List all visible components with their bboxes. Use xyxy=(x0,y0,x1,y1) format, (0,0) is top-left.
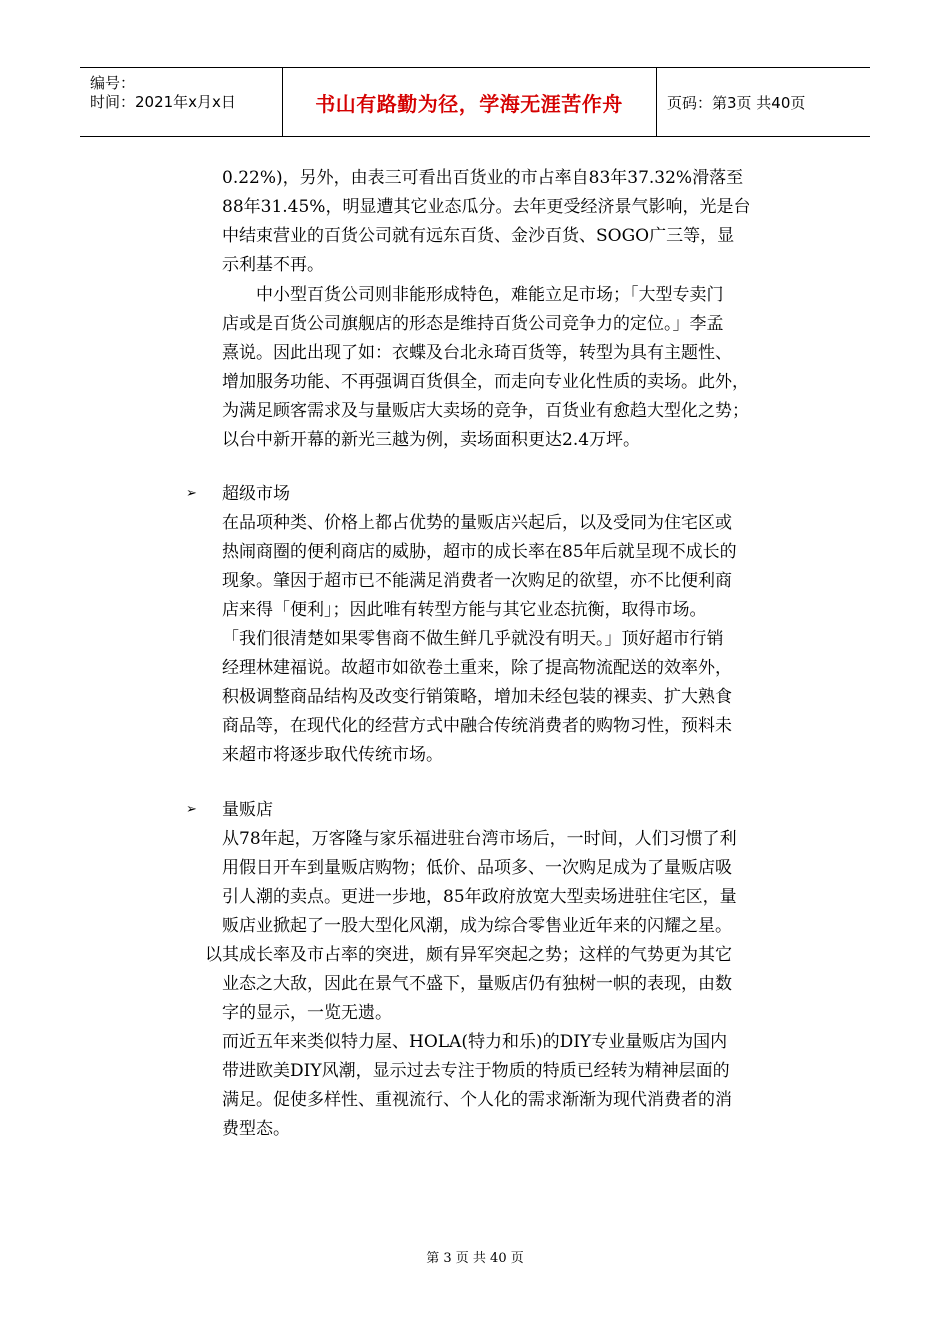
paragraph-line: 热闹商圈的便利商店的威胁，超市的成长率在85年后就呈现不成长的 xyxy=(222,542,737,562)
paragraph-line: 中小型百货公司则非能形成特色，难能立足市场；「大型专卖门 xyxy=(256,285,724,305)
paragraph-line: 积极调整商品结构及改变行销策略，增加未经包装的裸卖、扩大熟食 xyxy=(222,687,732,707)
paragraph-line: 店或是百货公司旗舰店的形态是维持百货公司竞争力的定位。」李孟 xyxy=(222,314,724,334)
header-page-cell xyxy=(657,68,870,136)
paragraph-line: 在品项种类、价格上都占优势的量贩店兴起后，以及受同为住宅区或 xyxy=(222,513,732,533)
page-info: 页码：第3页 共40页 xyxy=(667,93,806,112)
page-footer: 第 3 页 共 40 页 xyxy=(426,1251,524,1266)
paragraph-line: 带进欧美DIY风潮，显示过去专注于物质的特质已经转为精神层面的 xyxy=(222,1061,730,1081)
paragraph-line: 而近五年来类似特力屋、HOLA(特力和乐)的DIY专业量贩店为国内 xyxy=(222,1032,728,1052)
header-meta-cell xyxy=(80,68,283,136)
document-header xyxy=(80,67,870,137)
paragraph-line: 从78年起，万客隆与家乐福进驻台湾市场后，一时间，人们习惯了利 xyxy=(222,829,737,849)
arrow-bullet-icon: ➢ xyxy=(186,802,197,817)
paragraph-line: 字的显示，一览无遗。 xyxy=(222,1003,392,1023)
paragraph-line: 「我们很清楚如果零售商不做生鲜几乎就没有明天。」顶好超市行销 xyxy=(222,629,724,649)
paragraph-line: 引人潮的卖点。更进一步地，85年政府放宽大型卖场进驻住宅区，量 xyxy=(222,887,737,907)
paragraph-line: 满足。促使多样性、重视流行、个人化的需求渐渐为现代消费者的消 xyxy=(222,1090,732,1110)
paragraph-line: 增加服务功能、不再强调百货俱全，而走向专业化性质的卖场。此外， xyxy=(222,372,749,392)
paragraph-line: 88年31.45%，明显遭其它业态瓜分。去年更受经济景气影响，光是台 xyxy=(222,197,751,217)
paragraph-line: 店来得「便利」；因此唯有转型方能与其它业态抗衡，取得市场。 xyxy=(222,600,707,620)
paragraph-line: 经理林建福说。故超市如欲卷土重来，除了提高物流配送的效率外， xyxy=(222,658,732,678)
paragraph-line: 以台中新开幕的新光三越为例，卖场面积更达2.4万坪。 xyxy=(222,430,641,450)
section-title-hypermarket: 量贩店 xyxy=(222,800,273,820)
paragraph-line: 以其成长率及市占率的突进，颇有异军突起之势；这样的气势更为其它 xyxy=(205,945,732,965)
paragraph-line: 示利基不再。 xyxy=(222,255,324,275)
paragraph-line: 来超市将逐步取代传统市场。 xyxy=(222,745,443,765)
paragraph-line: 用假日开车到量贩店购物；低价、品项多、一次购足成为了量贩店吸 xyxy=(222,858,732,878)
paragraph-line: 0.22%)，另外，由表三可看出百货业的市占率自83年37.32%滑落至 xyxy=(222,168,744,188)
paragraph-line: 中结束营业的百货公司就有远东百货、金沙百货、SOGO广三等，显 xyxy=(222,226,735,246)
date-label: 时间：2021年x月x日 xyxy=(90,93,236,111)
paragraph-line: 为满足顾客需求及与量贩店大卖场的竞争，百货业有愈趋大型化之势； xyxy=(222,401,749,421)
number-label: 编号： xyxy=(90,74,136,92)
paragraph-line: 业态之大敌，因此在景气不盛下，量贩店仍有独树一帜的表现，由数 xyxy=(222,974,732,994)
motto-text: 书山有路勤为径，学海无涯苦作舟 xyxy=(315,91,623,116)
header-motto-cell xyxy=(282,68,657,136)
paragraph-line: 费型态。 xyxy=(222,1119,290,1139)
paragraph-line: 贩店业掀起了一股大型化风潮，成为综合零售业近年来的闪耀之星。 xyxy=(222,916,732,936)
section-title-supermarket: 超级市场 xyxy=(222,484,290,504)
arrow-bullet-icon: ➢ xyxy=(186,486,197,501)
paragraph-line: 现象。肇因于超市已不能满足消费者一次购足的欲望，亦不比便利商 xyxy=(222,571,732,591)
paragraph-line: 熹说。因此出现了如：衣蝶及台北永琦百货等，转型为具有主题性、 xyxy=(222,343,732,363)
paragraph-line: 商品等，在现代化的经营方式中融合传统消费者的购物习性，预料未 xyxy=(222,716,732,736)
